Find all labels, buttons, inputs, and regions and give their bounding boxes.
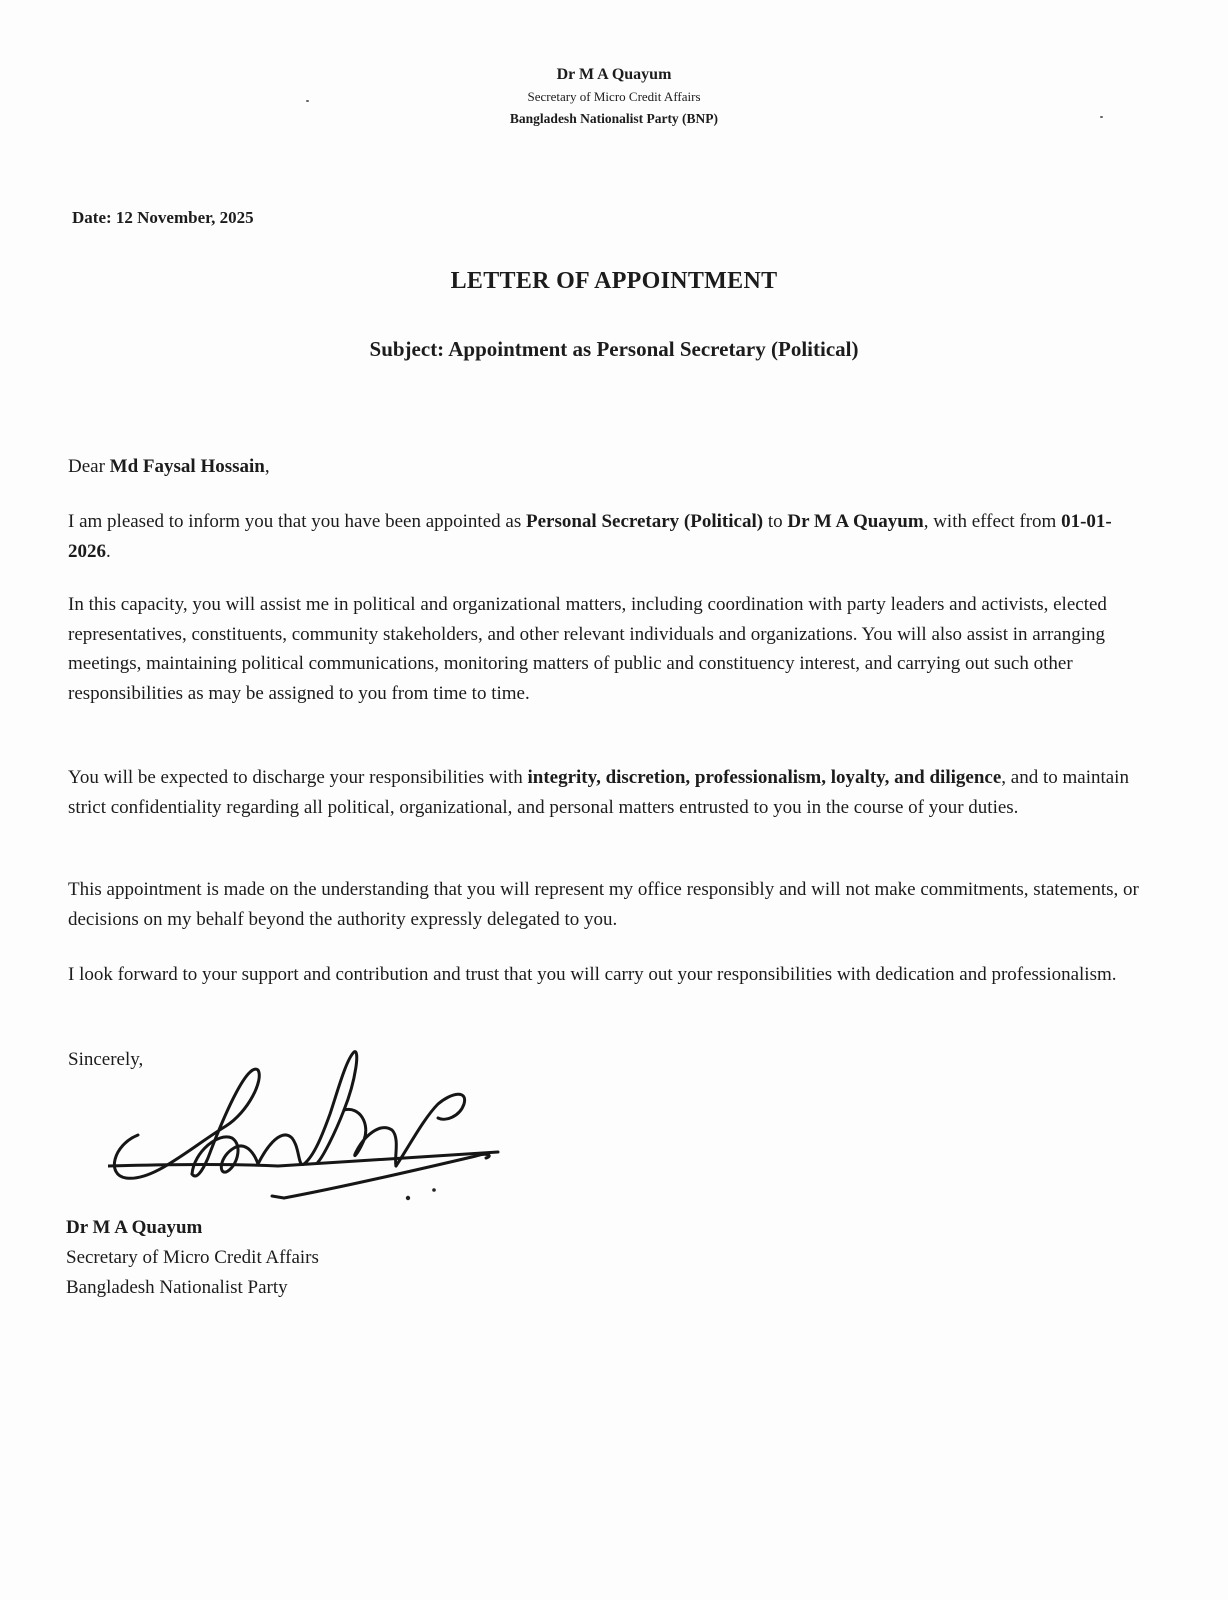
letter-subject: Subject: Appointment as Personal Secretary (Political) [369,337,859,361]
p1-appointer: Dr M A Quayum [787,511,924,532]
salutation [68,452,1148,482]
p3-text-c: , and to maintain strict confidentiality regarding all political, organizational, and personal matters entrusted to you in the course of your duties. [68,767,1129,818]
signatory-party: Bangladesh Nationalist Party [66,1277,288,1298]
paragraph-duties: In this capacity, you will assist me in political and organizational matters, including coordination with party leaders and activists, elected representatives, constituents, community stakeholders, and other relevant individuals and organizations. You will also assist in arranging meetings, maintaining political communications, monitoring matters of public and constituency interest, and carrying out such other responsibilities as may be assigned to you from time to time. [68,594,1107,704]
closing-sincerely: Sincerely, [68,1049,144,1070]
scan-speck [306,100,309,102]
paragraph-understanding: This appointment is made on the understanding that you will represent my office responsibly and will not make commitments, statements, or decisions on my behalf beyond the authority expressly delegated to you. [68,879,1139,930]
signatory-block [66,1213,319,1303]
letterhead-name: Dr M A Quayum [556,66,672,83]
salutation-suffix: , [264,456,270,477]
p1-effective-date: 01-01-2026 [68,511,1112,562]
letterhead-party: Bangladesh Nationalist Party (BNP) [509,111,719,126]
p1-text-e: , with effect from [923,511,1062,532]
p3-text-a: You will be expected to discharge your responsibilities with [68,767,528,788]
paragraph-conduct [68,763,1148,822]
p3-qualities: integrity, discretion, professionalism, loyalty, and diligence [527,767,1002,788]
letter-heading: LETTER OF APPOINTMENT [450,268,778,294]
letterhead-title: Secretary of Micro Credit Affairs [527,89,701,104]
p1-position: Personal Secretary (Political) [525,511,764,532]
letter-date: Date: 12 November, 2025 [72,208,254,227]
recipient-name: Md Faysal Hossain [109,456,265,477]
salutation-prefix: Dear [68,456,110,477]
handwritten-signature [108,1040,528,1220]
letterhead [0,64,1228,130]
p1-text-c: to [763,511,788,532]
p1-text-a: I am pleased to inform you that you have been appointed as [68,511,526,532]
signatory-title: Secretary of Micro Credit Affairs [66,1247,319,1268]
paragraph-appointment [68,507,1148,566]
p1-text-g: . [106,540,111,562]
paragraph-closing-remarks: I look forward to your support and contribution and trust that you will carry out your responsibilities with dedication and professionalism. [68,964,1117,985]
scan-speck [1100,116,1103,118]
signatory-name: Dr M A Quayum [66,1217,203,1238]
